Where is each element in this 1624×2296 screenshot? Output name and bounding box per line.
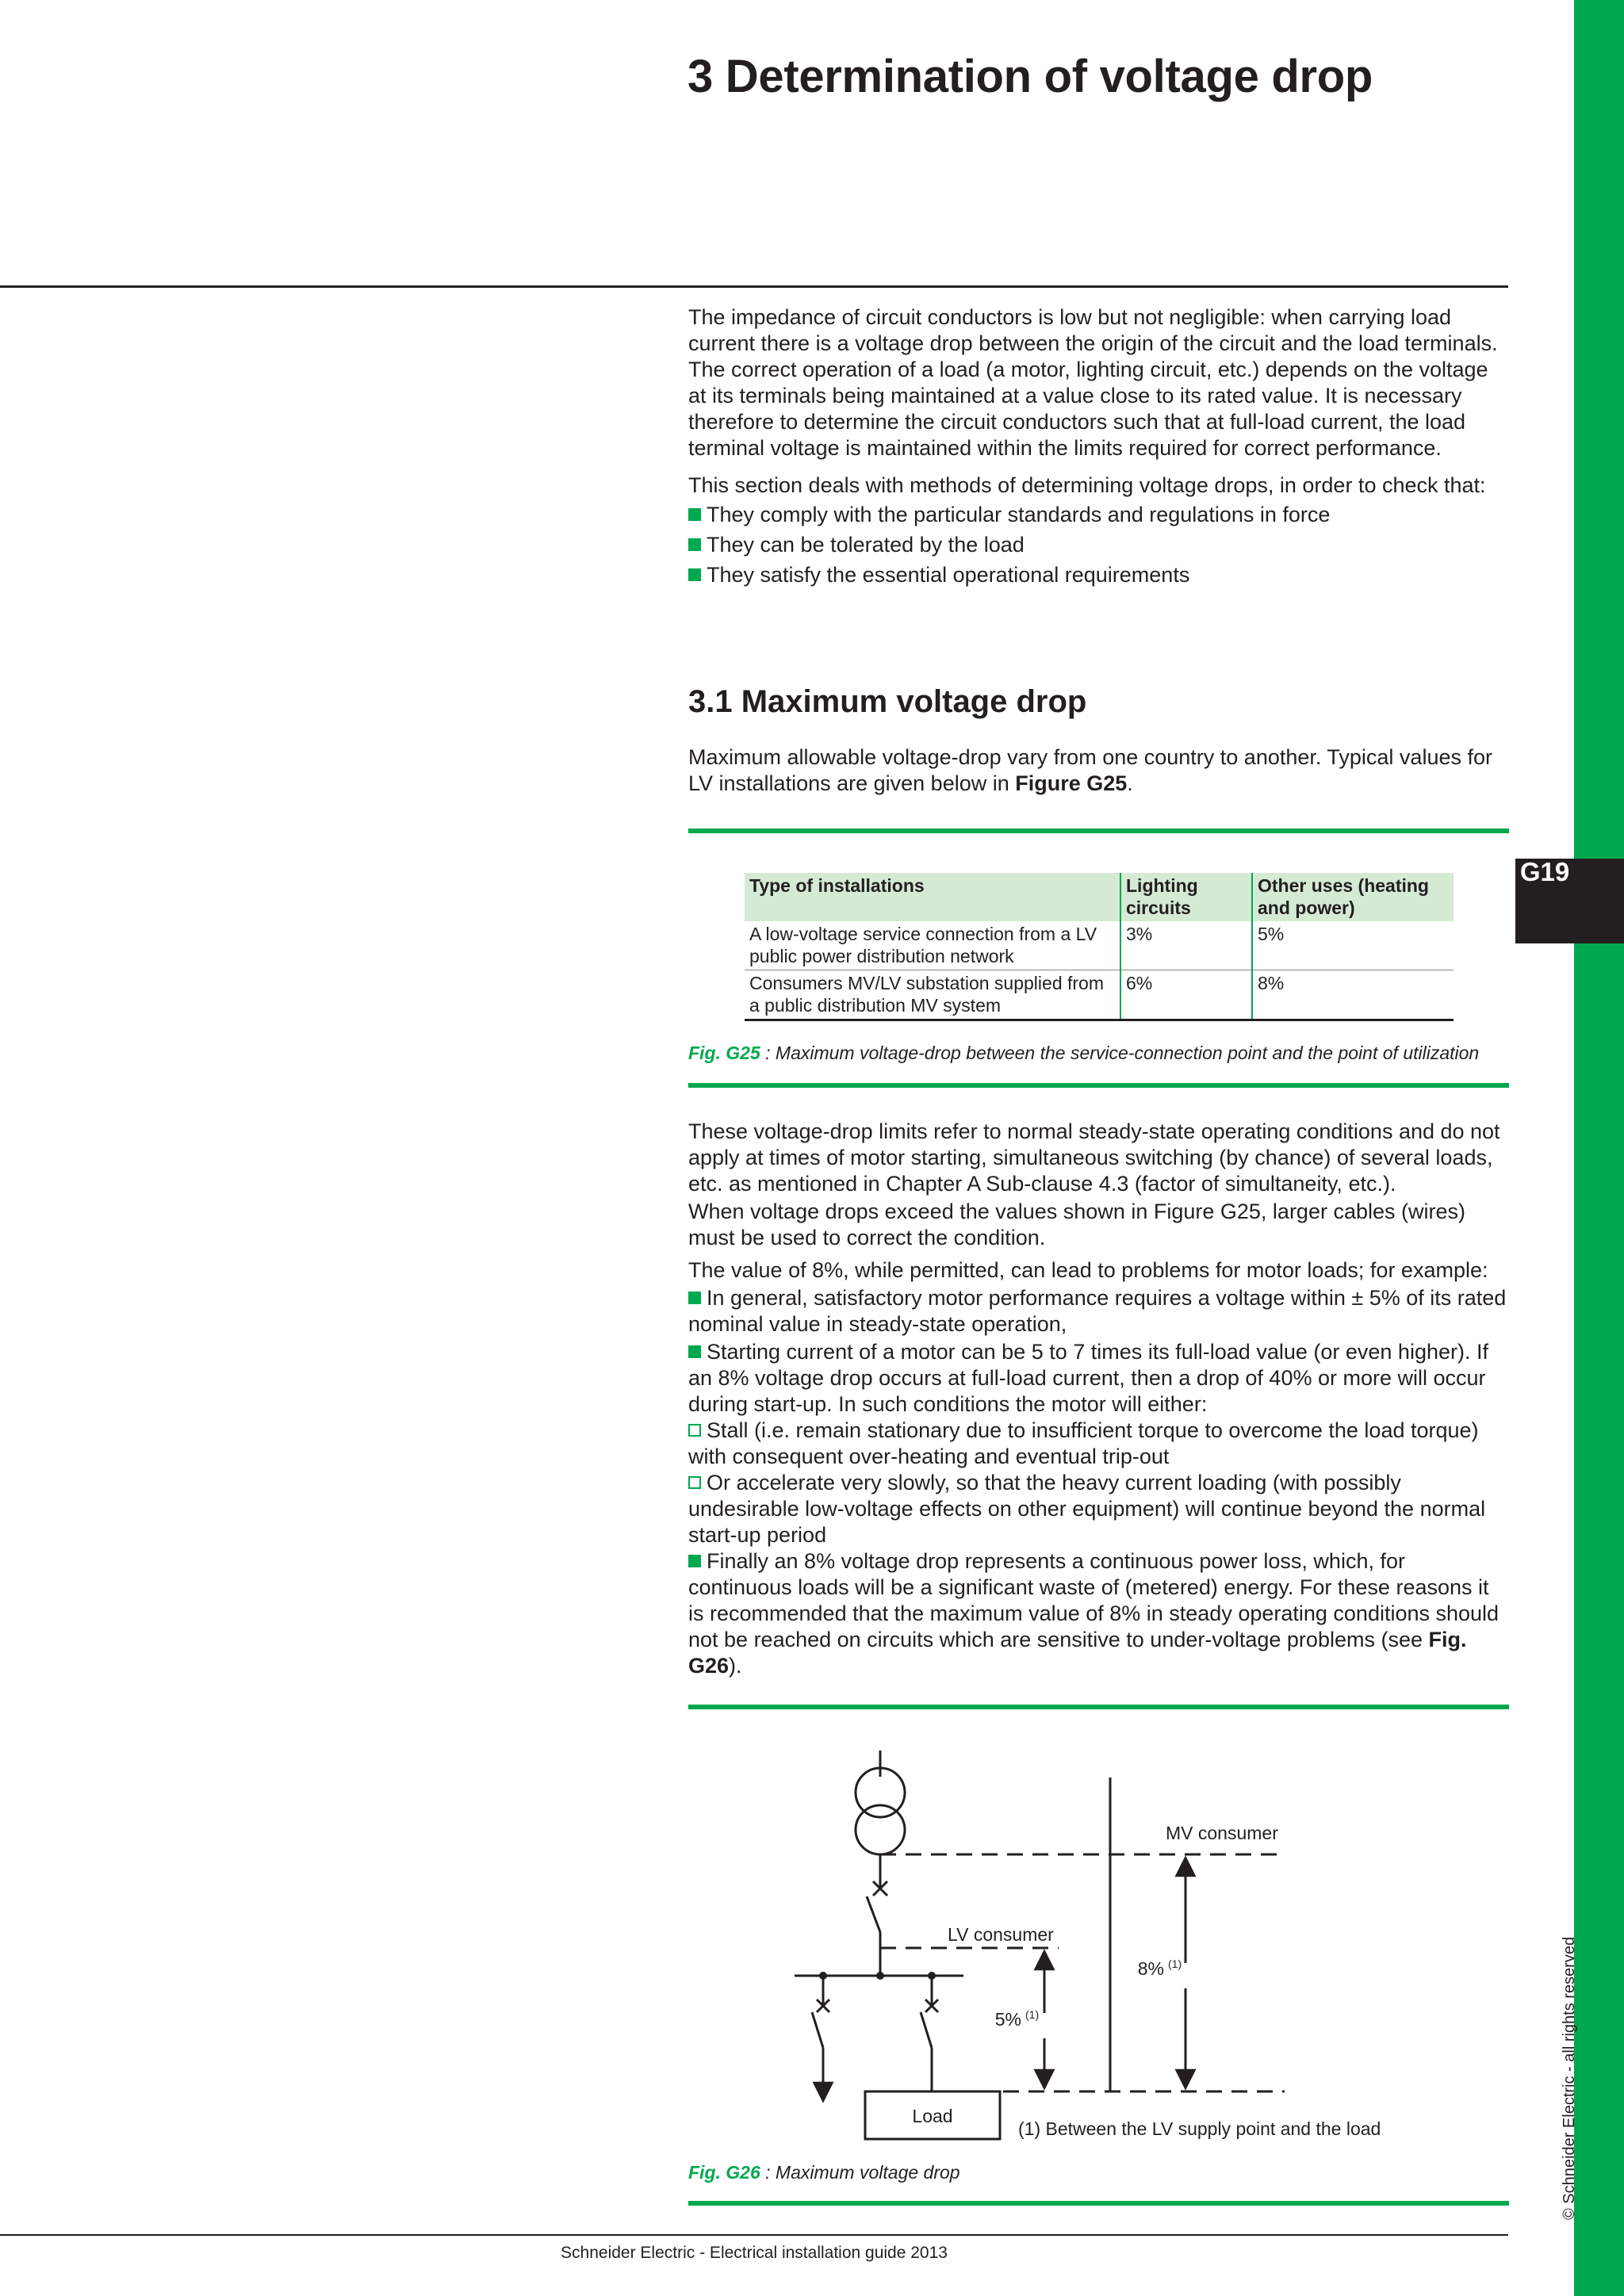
table-row <box>745 921 1454 970</box>
switch-blade <box>812 2012 823 2048</box>
switch-blade <box>867 1896 880 1932</box>
figure-label: Fig. G26 <box>688 2162 760 2183</box>
body-paragraph: The value of 8%, while permitted, can lead to problems for motor loads; for example: <box>688 1258 1488 1282</box>
table-cell: 5% <box>1252 921 1454 970</box>
table-header-row <box>745 873 1454 921</box>
bullet-square-icon <box>688 1292 701 1304</box>
footnote-mark: (1) <box>1025 2008 1040 2021</box>
chapter-title: 3 Determination of voltage drop <box>688 51 1373 102</box>
intro-block <box>688 304 1509 588</box>
table-cell: Consumers MV/LV substation supplied from a public distribution MV system <box>745 970 1120 1020</box>
bullet-square-icon <box>688 508 701 521</box>
intro-paragraph: The impedance of circuit conductors is low but not negligible: when carrying load current there is a voltage drop between the origin of the circuit and the load terminals. The correct operation of a load (a motor, lighting circuit, etc.) depends on the voltage at its terminals being maintained at a value close to its rated value. It is necessary therefore to determine the circuit conductors such that at full-load current, the load terminal voltage is maintained within the limits required for correct performance. <box>688 305 1498 460</box>
bullet-square-icon <box>688 1555 701 1567</box>
bullet-square-icon <box>688 538 701 551</box>
hollow-square-icon <box>688 1424 701 1437</box>
page-footer: Schneider Electric - Electrical installation guide 2013 <box>561 2244 948 2262</box>
bullet-item: In general, satisfactory motor performance requires a voltage within ± 5% of its rated nominal value in steady-state operation, <box>688 1286 1507 1336</box>
footnote-mark: (1) <box>1168 1957 1182 1970</box>
mv-consumer-label: MV consumer <box>1166 1823 1278 1843</box>
mv-drop-value: 8% <box>1137 1958 1164 1979</box>
intro-lead: This section deals with methods of determining voltage drops, in order to check that: <box>688 473 1486 497</box>
figure-caption: Fig. G25 : Maximum voltage-drop between the service-connection point and the point of utilization <box>688 1043 1480 1063</box>
body-paragraph: When voltage drops exceed the values shown in Figure G25, larger cables (wires) must be used to correct the condition. <box>688 1200 1465 1249</box>
switch-blade <box>921 2012 932 2048</box>
load-label: Load <box>912 2106 953 2126</box>
voltage-drop-table <box>745 873 1454 1021</box>
side-color-bar <box>1574 0 1624 2296</box>
lv-drop-value: 5% <box>994 2009 1021 2030</box>
figure-bottom-rule <box>688 2201 1509 2206</box>
section-title: 3.1 Maximum voltage drop <box>688 684 1087 719</box>
sub-bullet-item: Stall (i.e. remain stationary due to insufficient torque to overcome the load torque) with consequent over-heating and eventual trip-out <box>688 1418 1479 1468</box>
header-rule <box>0 285 1508 288</box>
lv-consumer-label: LV consumer <box>948 1924 1054 1945</box>
bullet-item: They comply with the particular standards and regulations in force <box>688 502 1509 528</box>
bullet-item: They satisfy the essential operational requirements <box>688 562 1509 588</box>
table-cell: 8% <box>1252 970 1454 1020</box>
figure-reference: Figure G25 <box>1015 771 1128 795</box>
table-cell: 3% <box>1120 921 1252 970</box>
section-lead: Maximum allowable voltage-drop vary from one country to another. Typical values for LV installations are given below in Figure G25. <box>688 745 1492 795</box>
figure-label: Fig. G25 <box>688 1043 760 1063</box>
voltage-drop-diagram <box>777 1728 1411 2156</box>
page-number: G19 <box>1519 857 1570 886</box>
bullet-item: Finally an 8% voltage drop represents a continuous power loss, which, for continuous loads will be a significant waste of (metered) energy. For these reasons it is recommended that the maximum value of 8% in steady operating conditions should not be reached on circuits which are sensitive to under-voltage problems (see Fig. G26). <box>688 1549 1500 1678</box>
table-cell: 6% <box>1120 970 1252 1020</box>
sub-bullet-item: Or accelerate very slowly, so that the heavy current loading (with possibly undesirable low-voltage effects on other equipment) will continue beyond the normal start-up period <box>688 1471 1486 1547</box>
table-header: Other uses (heating and power) <box>1252 873 1454 921</box>
table-cell: A low-voltage service connection from a LV public power distribution network <box>745 921 1120 970</box>
figure-caption: Fig. G26 : Maximum voltage drop <box>688 2162 960 2183</box>
body-block <box>688 1119 1509 1679</box>
bullet-item: They can be tolerated by the load <box>688 532 1509 558</box>
figure-top-rule <box>688 1705 1509 1709</box>
transformer-secondary-winding <box>856 1805 905 1854</box>
figure-bottom-rule <box>688 1083 1509 1088</box>
diagram-footnote: (1) Between the LV supply point and the load <box>1018 2118 1381 2139</box>
copyright-notice: © Schneider Electric - all rights reserved <box>1561 1936 1578 2220</box>
page-number-tab <box>1515 859 1624 943</box>
figure-top-rule <box>688 828 1509 833</box>
bullet-square-icon <box>688 1345 701 1358</box>
bullet-square-icon <box>688 568 701 581</box>
body-paragraph: These voltage-drop limits refer to normal steady-state operating conditions and do not apply at times of motor starting, simultaneous switching (by chance) of several loads, etc. as mentioned in Chapter A Sub-clause 4.3 (factor of simultaneity, etc.). <box>688 1119 1500 1196</box>
figure-reference: Fig. G26 <box>688 1628 1467 1678</box>
hollow-square-icon <box>688 1476 701 1489</box>
table-row <box>745 970 1454 1020</box>
table-header: Lighting circuits <box>1120 873 1252 921</box>
footer-rule <box>0 2234 1508 2236</box>
table-header: Type of installations <box>745 873 1120 921</box>
bullet-item: Starting current of a motor can be 5 to 7 times its full-load value (or even higher). If an 8% voltage drop occurs at full-load current, then a drop of 40% or more will occur during start-up. In such conditions the motor will either: <box>688 1340 1488 1416</box>
